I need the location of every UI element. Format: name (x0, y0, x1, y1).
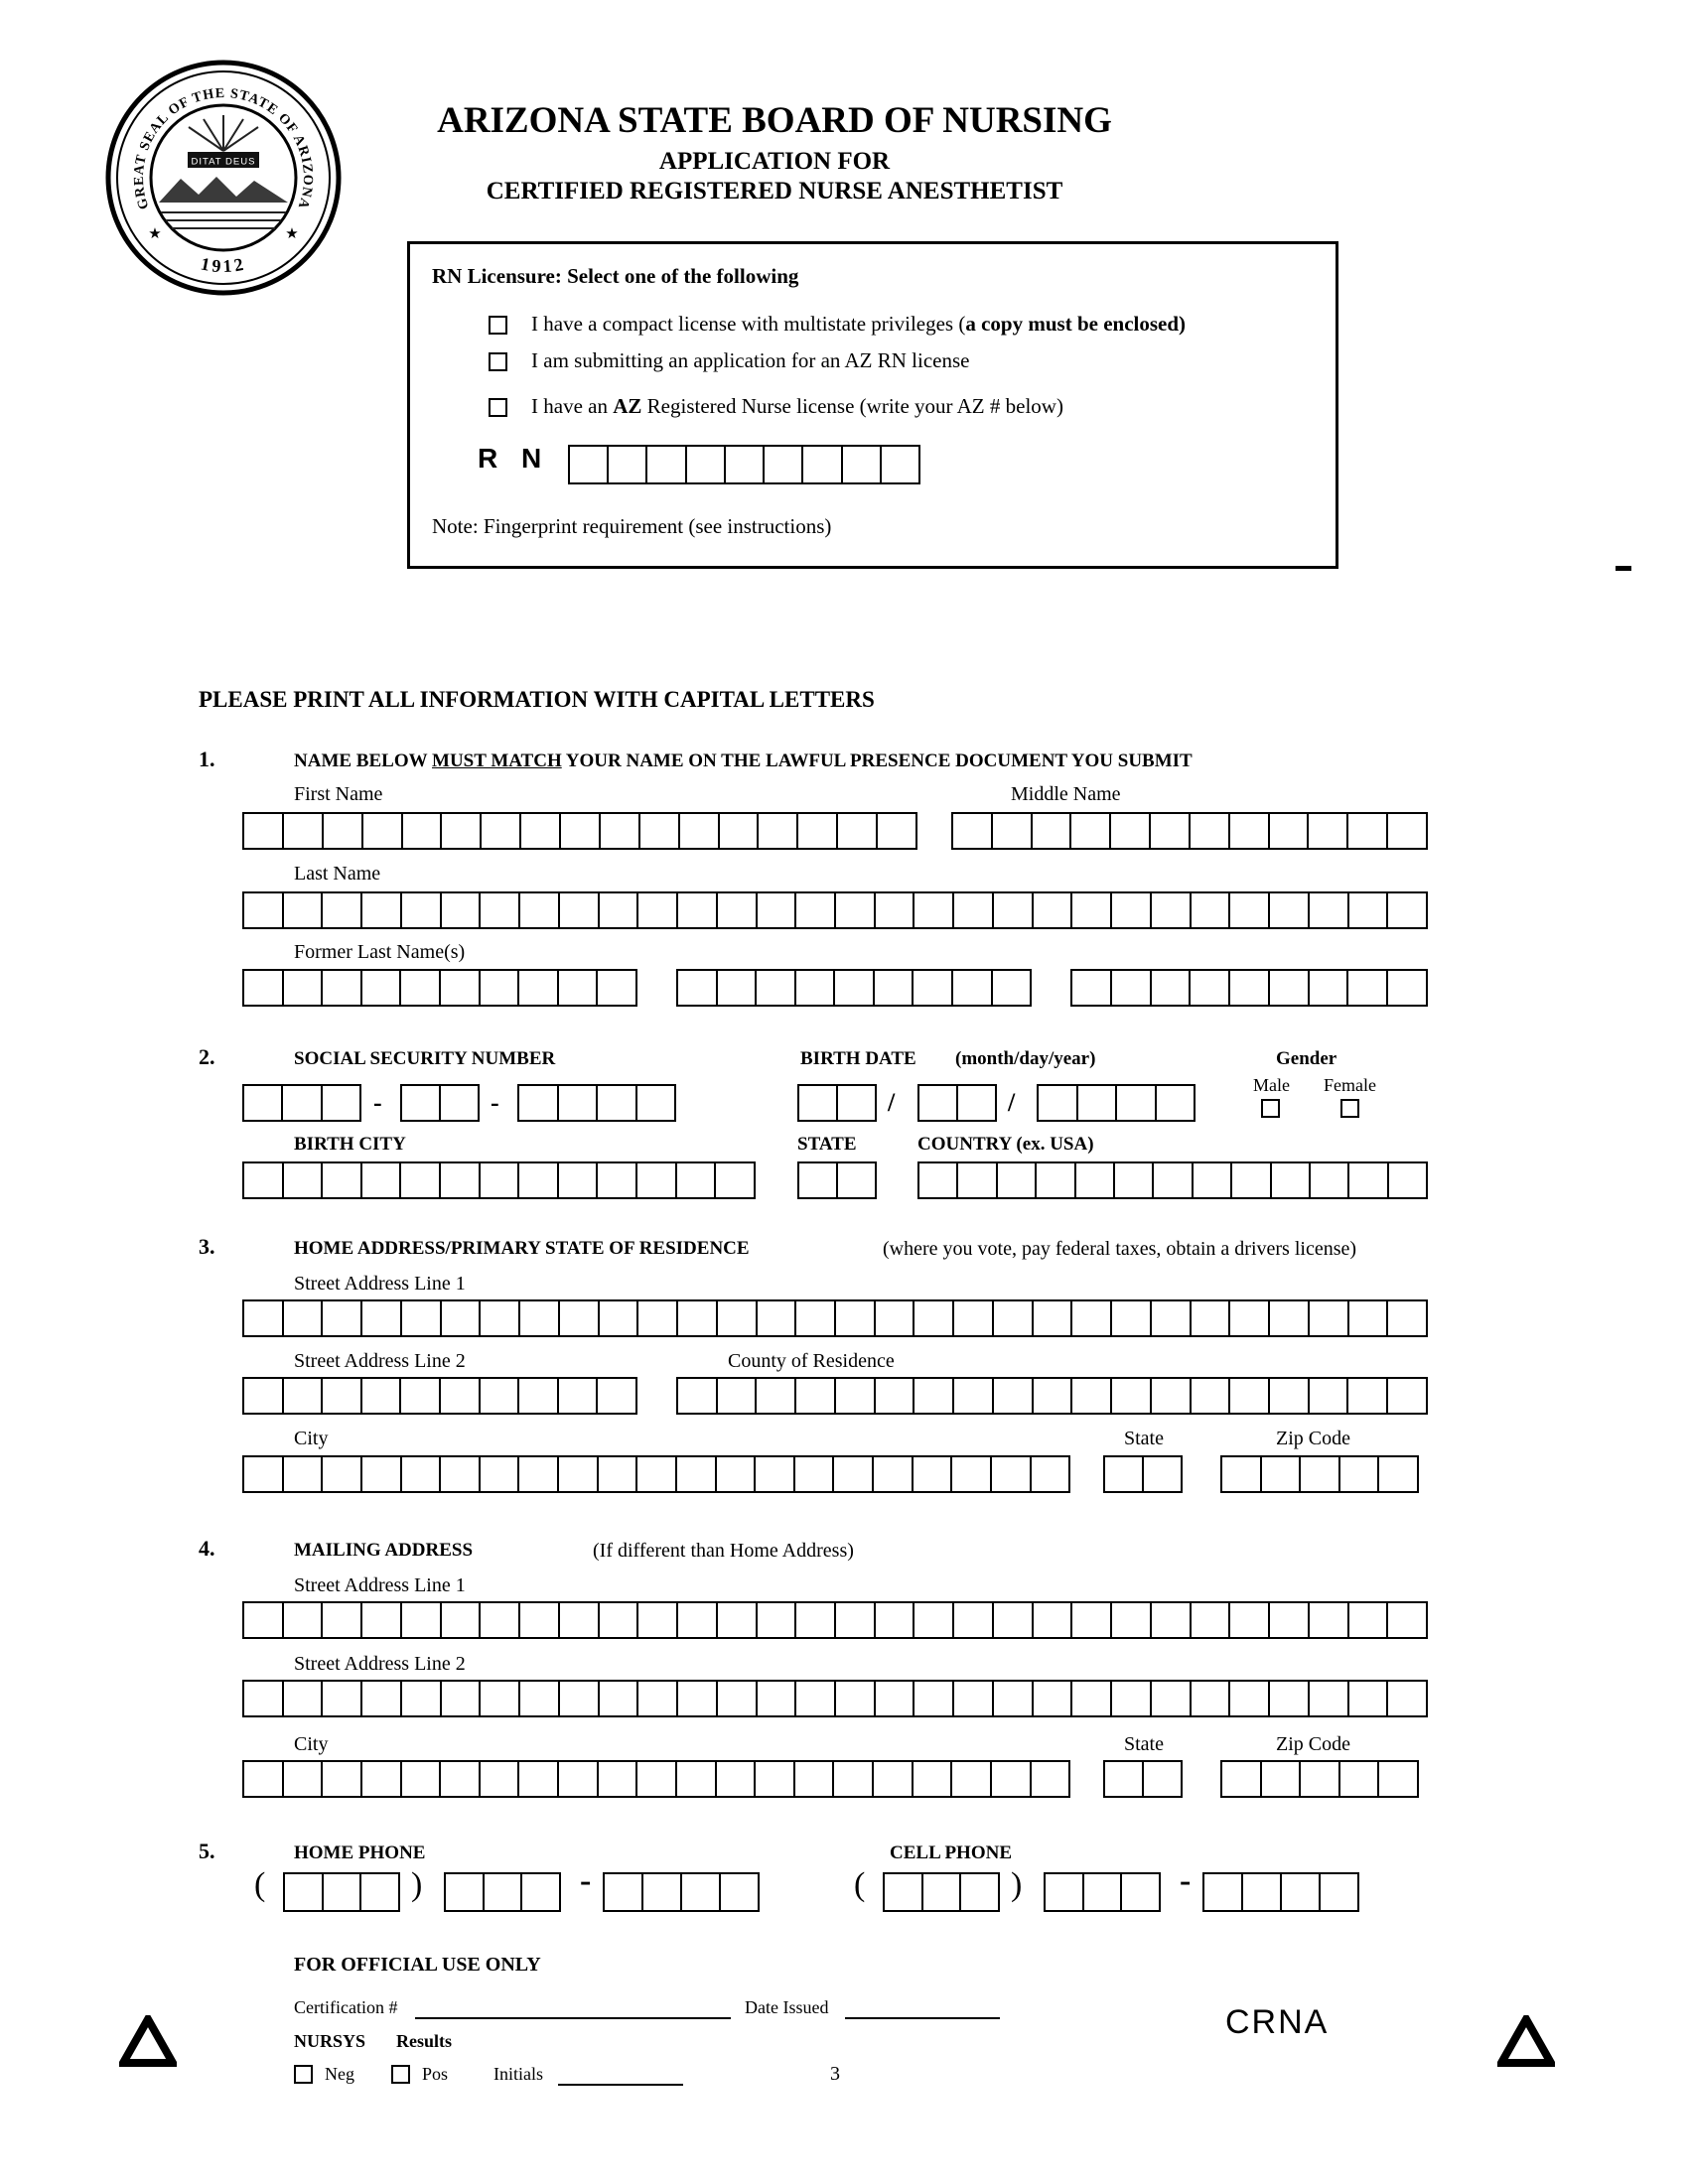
az-rn-license-checkbox[interactable] (489, 398, 507, 417)
official-use-heading: FOR OFFICIAL USE ONLY (294, 1954, 541, 1976)
rn-number-grid[interactable] (568, 445, 920, 484)
home-city-grid[interactable] (242, 1455, 1070, 1493)
birth-date-slash-2: / (1008, 1088, 1016, 1117)
middle-name-grid[interactable] (951, 812, 1428, 850)
home-phone-close-paren: ) (411, 1866, 423, 1903)
male-checkbox[interactable] (1261, 1099, 1280, 1118)
last-name-label: Last Name (294, 863, 381, 885)
home-street-2-label: Street Address Line 2 (294, 1350, 466, 1372)
fingerprint-note: Note: Fingerprint requirement (see instructions) (432, 514, 832, 538)
male-label: Male (1253, 1075, 1290, 1095)
home-state-grid[interactable] (1103, 1455, 1183, 1493)
ssn-grid-2[interactable] (400, 1084, 480, 1122)
certification-number-label: Certification # (294, 1997, 398, 2017)
seal-star-left-icon: ★ (148, 226, 162, 242)
page-number: 3 (830, 2063, 840, 2085)
nursys-neg-checkbox[interactable] (294, 2065, 313, 2084)
az-rn-application-checkbox[interactable] (489, 352, 507, 371)
home-phone-area-grid[interactable] (283, 1872, 400, 1912)
mailing-address-subtitle: (If different than Home Address) (593, 1540, 854, 1562)
mailing-street-1-label: Street Address Line 1 (294, 1574, 466, 1596)
birth-month-grid[interactable] (797, 1084, 877, 1122)
birth-state-label: STATE (797, 1134, 857, 1155)
middle-name-label: Middle Name (1011, 783, 1121, 805)
seal-motto: DITAT DEUS (191, 156, 256, 168)
home-address-subtitle: (where you vote, pay federal taxes, obtain a drivers license) (883, 1238, 1357, 1260)
nursys-pos-checkbox[interactable] (391, 2065, 410, 2084)
arizona-state-seal-icon (103, 58, 344, 298)
seal-mountains-icon (159, 177, 288, 203)
section-5-number: 5. (199, 1839, 215, 1863)
birth-date-slash-1: / (888, 1088, 896, 1117)
ssn-dash-2: - (491, 1088, 499, 1117)
mailing-street-1-grid[interactable] (242, 1601, 1428, 1639)
section-1-title: NAME BELOW MUST MATCH YOUR NAME ON THE LAWFUL PRESENCE DOCUMENT YOU SUBMIT (294, 751, 1193, 771)
form-title: ARIZONA STATE BOARD OF NURSING (437, 100, 1112, 141)
former-last-name-grid-1[interactable] (242, 969, 637, 1007)
home-street-2-grid[interactable] (242, 1377, 637, 1415)
home-phone-prefix-grid[interactable] (444, 1872, 561, 1912)
section-3-number: 3. (199, 1234, 215, 1259)
former-last-name-grid-3[interactable] (1070, 969, 1428, 1007)
cell-phone-line-grid[interactable] (1202, 1872, 1359, 1912)
birth-year-grid[interactable] (1037, 1084, 1196, 1122)
seal-star-right-icon: ★ (285, 226, 299, 242)
mailing-state-label: State (1124, 1733, 1164, 1755)
licensure-option-3-label: I have an AZ Registered Nurse license (write your AZ # below) (531, 394, 1063, 418)
mailing-city-label: City (294, 1733, 329, 1755)
cell-phone-area-grid[interactable] (883, 1872, 1000, 1912)
registration-triangle-right-icon (1497, 2015, 1555, 2068)
neg-label: Neg (325, 2064, 354, 2084)
rn-licensure-box (407, 241, 1338, 569)
cell-phone-label: CELL PHONE (890, 1843, 1012, 1863)
birth-date-format-label: (month/day/year) (955, 1048, 1096, 1069)
home-city-label: City (294, 1428, 329, 1449)
cell-phone-dash: - (1180, 1862, 1192, 1899)
mailing-zip-grid[interactable] (1220, 1760, 1419, 1798)
last-name-grid[interactable] (242, 891, 1428, 929)
birth-city-grid[interactable] (242, 1161, 756, 1199)
home-phone-open-paren: ( (254, 1866, 266, 1903)
ssn-grid-3[interactable] (517, 1084, 676, 1122)
section-2-number: 2. (199, 1044, 215, 1069)
licensure-option-1-label: I have a compact license with multistate privileges (a copy must be enclosed) (531, 312, 1187, 336)
county-of-residence-label: County of Residence (728, 1350, 895, 1372)
registration-triangle-left-icon (119, 2015, 177, 2068)
initials-label: Initials (493, 2064, 543, 2084)
seal-year: 1912 (199, 253, 248, 277)
rn-prefix-label: R N (478, 443, 550, 474)
print-capital-letters-notice: PLEASE PRINT ALL INFORMATION WITH CAPITAL LETTERS (199, 687, 875, 712)
nursys-results-label: Results (396, 2031, 453, 2051)
ssn-grid-1[interactable] (242, 1084, 361, 1122)
county-of-residence-grid[interactable] (676, 1377, 1428, 1415)
date-issued-label: Date Issued (745, 1997, 829, 2017)
former-last-name-label: Former Last Name(s) (294, 941, 466, 963)
ssn-label: SOCIAL SECURITY NUMBER (294, 1048, 556, 1069)
mailing-zip-label: Zip Code (1276, 1733, 1350, 1755)
birth-state-grid[interactable] (797, 1161, 877, 1199)
crna-corner-code: CRNA (1225, 2003, 1330, 2041)
compact-license-checkbox[interactable] (489, 316, 507, 335)
mailing-street-2-label: Street Address Line 2 (294, 1653, 466, 1675)
home-street-1-grid[interactable] (242, 1299, 1428, 1337)
seal-sun-rays-icon (189, 115, 258, 151)
page-edge-mark (1616, 566, 1631, 571)
home-address-title: HOME ADDRESS/PRIMARY STATE OF RESIDENCE (294, 1238, 750, 1259)
birth-country-label: COUNTRY (ex. USA) (917, 1134, 1094, 1155)
licensure-heading: RN Licensure: Select one of the following (432, 264, 799, 288)
cell-phone-open-paren: ( (854, 1866, 866, 1903)
home-phone-dash: - (580, 1862, 592, 1899)
home-state-label: State (1124, 1428, 1164, 1449)
former-last-name-grid-2[interactable] (676, 969, 1032, 1007)
birth-city-label: BIRTH CITY (294, 1134, 406, 1155)
home-phone-line-grid[interactable] (603, 1872, 760, 1912)
section-4-number: 4. (199, 1536, 215, 1561)
gender-label: Gender (1276, 1048, 1337, 1069)
licensure-option-2-label: I am submitting an application for an AZ RN license (531, 348, 970, 372)
birth-country-grid[interactable] (917, 1161, 1428, 1199)
form-subtitle-application: APPLICATION FOR (658, 148, 891, 175)
first-name-grid[interactable] (242, 812, 917, 850)
home-street-1-label: Street Address Line 1 (294, 1273, 466, 1295)
nursys-label: NURSYS (294, 2031, 366, 2051)
form-header (328, 99, 1221, 205)
ssn-dash-1: - (373, 1088, 382, 1117)
certification-number-blank[interactable] (415, 1995, 731, 2019)
seal-fields-icon (161, 212, 286, 228)
seal-ring-text: GREAT SEAL OF THE STATE OF ARIZONA (131, 85, 316, 211)
cell-phone-prefix-grid[interactable] (1044, 1872, 1161, 1912)
date-issued-blank[interactable] (845, 1995, 1000, 2019)
mailing-city-grid[interactable] (242, 1760, 1070, 1798)
section-1-number: 1. (199, 747, 215, 771)
mailing-address-title: MAILING ADDRESS (294, 1540, 474, 1561)
cell-phone-close-paren: ) (1011, 1866, 1023, 1903)
birth-day-grid[interactable] (917, 1084, 997, 1122)
birth-date-label: BIRTH DATE (800, 1048, 916, 1069)
female-label: Female (1324, 1075, 1376, 1095)
first-name-label: First Name (294, 783, 383, 805)
home-zip-grid[interactable] (1220, 1455, 1419, 1493)
svg-text:1912 (199, 253, 247, 276)
mailing-state-grid[interactable] (1103, 1760, 1183, 1798)
form-subtitle-crna: CERTIFIED REGISTERED NURSE ANESTHETIST (486, 178, 1063, 205)
mailing-street-2-grid[interactable] (242, 1680, 1428, 1717)
female-checkbox[interactable] (1340, 1099, 1359, 1118)
home-phone-label: HOME PHONE (294, 1843, 426, 1863)
initials-blank[interactable] (558, 2062, 683, 2086)
home-zip-label: Zip Code (1276, 1428, 1350, 1449)
pos-label: Pos (422, 2064, 449, 2084)
